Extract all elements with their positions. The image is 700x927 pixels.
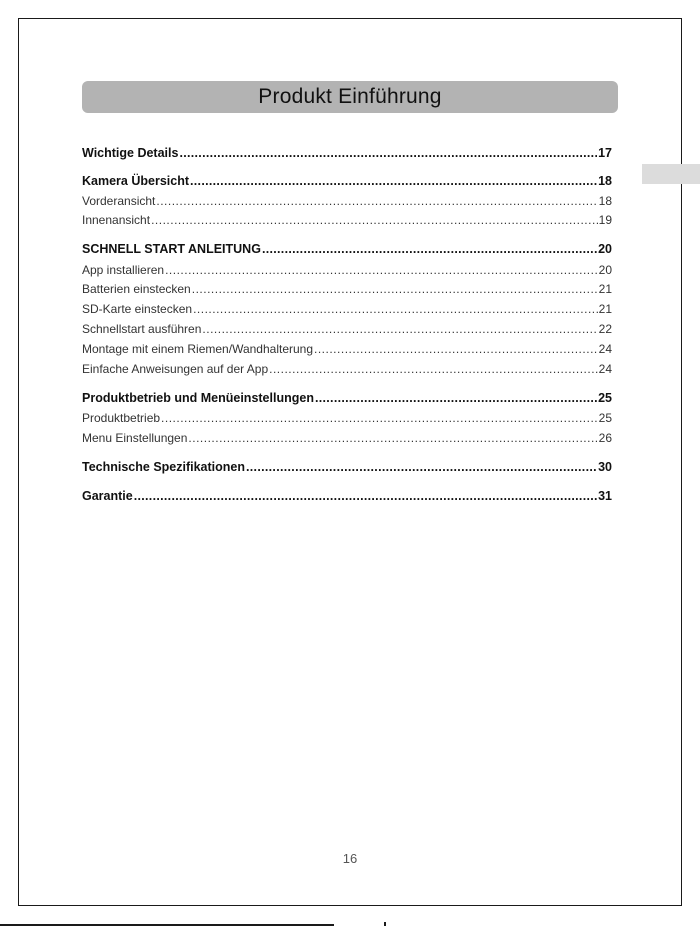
toc-entry-page: 21 <box>598 302 612 316</box>
toc-entry-app-installieren[interactable] <box>82 262 612 278</box>
toc-leader-dots <box>193 301 598 317</box>
toc-leader-dots <box>315 390 597 406</box>
title-bar <box>82 81 618 113</box>
toc-leader-dots <box>246 459 597 475</box>
toc-entry-label: Produktbetrieb <box>82 411 161 425</box>
toc-entry-page: 22 <box>598 322 612 336</box>
toc-entry-kamera-uebersicht[interactable] <box>82 173 612 189</box>
toc-entry-anweisungen-app[interactable] <box>82 361 612 377</box>
toc-entry-garantie[interactable] <box>82 488 612 504</box>
toc-entry-page: 30 <box>598 460 612 474</box>
toc-entry-label: Menu Einstellungen <box>82 431 188 445</box>
toc-leader-dots <box>192 281 598 297</box>
toc-entry-vorderansicht[interactable] <box>82 193 612 209</box>
toc-leader-dots <box>188 430 597 446</box>
toc-entry-label: Innenansicht <box>82 213 151 227</box>
toc-entry-schnellstart[interactable] <box>82 321 612 337</box>
toc-entry-label: Kamera Übersicht <box>82 174 189 188</box>
toc-entry-label: App installieren <box>82 263 165 277</box>
toc-entry-label: Montage mit einem Riemen/Wandhalterung <box>82 342 314 356</box>
toc-entry-batterien[interactable] <box>82 281 612 297</box>
bottom-crop-mark <box>384 922 386 926</box>
toc-entry-schnell-start[interactable] <box>82 241 612 257</box>
toc-entry-page: 25 <box>598 411 612 425</box>
toc-entry-montage[interactable] <box>82 341 612 357</box>
toc-leader-dots <box>161 410 598 426</box>
toc-entry-label: Schnellstart ausführen <box>82 322 202 336</box>
page-title: Produkt Einführung <box>258 85 442 108</box>
page-number: 16 <box>342 851 358 866</box>
toc-entry-page: 18 <box>598 194 612 208</box>
toc-leader-dots <box>202 321 597 337</box>
toc-leader-dots <box>165 262 598 278</box>
toc-entry-label: Einfache Anweisungen auf der App <box>82 362 269 376</box>
toc-leader-dots <box>151 212 598 228</box>
toc-leader-dots <box>179 145 597 161</box>
toc-entry-innenansicht[interactable] <box>82 212 612 228</box>
toc-entry-page: 18 <box>598 174 612 188</box>
toc-entry-label: Produktbetrieb und Menüeinstellungen <box>82 391 314 405</box>
toc-entry-page: 21 <box>598 282 612 296</box>
toc-entry-label: Vorderansicht <box>82 194 156 208</box>
toc-leader-dots <box>190 173 597 189</box>
toc-entry-produktbetrieb-menue[interactable] <box>82 390 612 406</box>
toc-entry-technische-spezifikationen[interactable] <box>82 459 612 475</box>
toc-leader-dots <box>156 193 597 209</box>
toc-entry-sd-karte[interactable] <box>82 301 612 317</box>
toc-entry-page: 17 <box>598 146 612 160</box>
toc-entry-label: SD-Karte einstecken <box>82 302 193 316</box>
toc-entry-page: 31 <box>598 489 612 503</box>
toc-entry-page: 26 <box>598 431 612 445</box>
section-tab <box>642 164 700 184</box>
toc-leader-dots <box>314 341 598 357</box>
toc-entry-page: 24 <box>598 342 612 356</box>
toc-leader-dots <box>262 241 597 257</box>
toc-entry-page: 19 <box>598 213 612 227</box>
toc-entry-page: 20 <box>598 263 612 277</box>
toc-entry-menu-einstellungen[interactable] <box>82 430 612 446</box>
bottom-rule <box>0 924 334 926</box>
toc-entry-label: Batterien einstecken <box>82 282 191 296</box>
toc-entry-page: 24 <box>598 362 612 376</box>
toc-entry-wichtige-details[interactable] <box>82 145 612 161</box>
toc-entry-label: SCHNELL START ANLEITUNG <box>82 242 261 256</box>
toc-entry-page: 25 <box>598 391 612 405</box>
toc-entry-label: Wichtige Details <box>82 146 179 160</box>
toc-leader-dots <box>134 488 597 504</box>
toc-entry-page: 20 <box>598 242 612 256</box>
toc-entry-produktbetrieb[interactable] <box>82 410 612 426</box>
toc-entry-label: Technische Spezifikationen <box>82 460 246 474</box>
toc-entry-label: Garantie <box>82 489 133 503</box>
toc-leader-dots <box>269 361 598 377</box>
